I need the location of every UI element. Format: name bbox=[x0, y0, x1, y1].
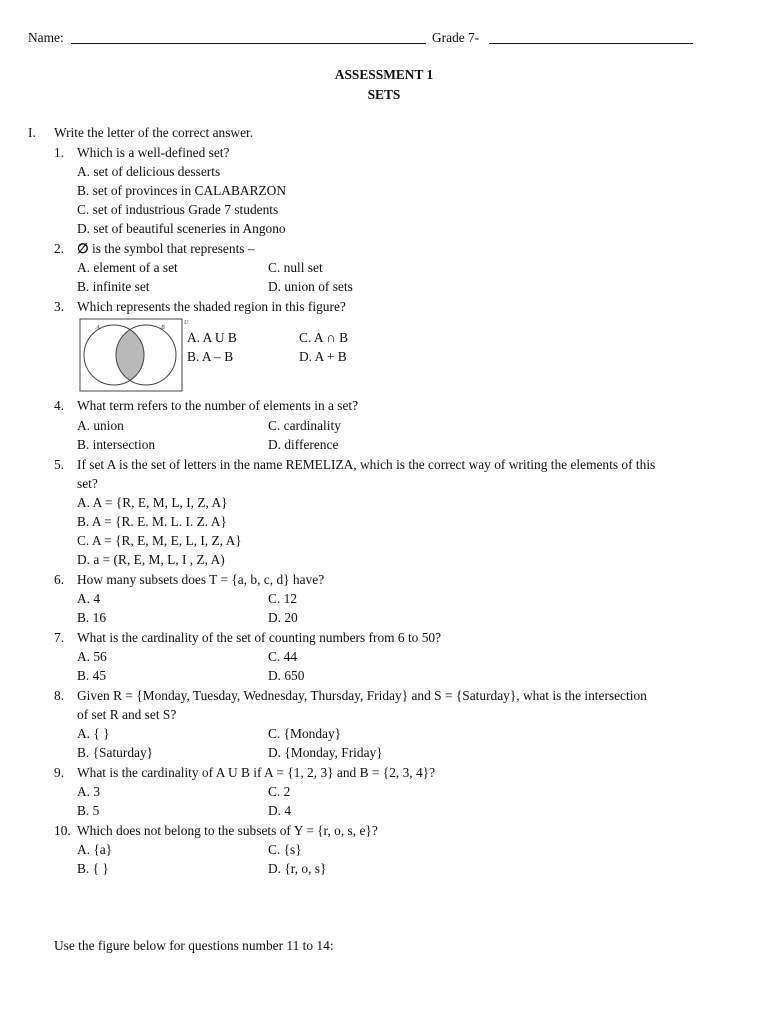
option: D. difference bbox=[268, 437, 339, 452]
option: A. union bbox=[77, 418, 124, 433]
question-text: How many subsets does T = {a, b, c, d} have? bbox=[77, 572, 325, 587]
option: A. { } bbox=[77, 726, 110, 741]
option: C. {s} bbox=[268, 842, 302, 857]
option: B. { } bbox=[77, 861, 109, 876]
question-text-continued: of set R and set S? bbox=[77, 707, 177, 722]
option: B. 16 bbox=[77, 610, 107, 625]
page-title: ASSESSMENT 1 bbox=[334, 67, 434, 82]
option: D. 650 bbox=[268, 668, 305, 683]
universal-label: U bbox=[184, 320, 189, 326]
name-blank[interactable] bbox=[71, 43, 426, 44]
option: B. {Saturday} bbox=[77, 745, 154, 760]
question-number: 5. bbox=[54, 457, 65, 472]
set-a-label: A bbox=[96, 325, 100, 331]
question-text: What is the cardinality of the set of counting numbers from 6 to 50? bbox=[77, 630, 442, 645]
option: C. A ∩ B bbox=[299, 330, 349, 345]
option: D. union of sets bbox=[268, 279, 353, 294]
option: C. null set bbox=[268, 260, 323, 275]
option: D. {Monday, Friday} bbox=[268, 745, 383, 760]
option: A. set of delicious desserts bbox=[77, 164, 221, 179]
option: C. 44 bbox=[268, 649, 298, 664]
option: A. 4 bbox=[77, 591, 101, 606]
question-text: If set A is the set of letters in the name REMELIZA, which is the correct way of writing the elements of this bbox=[77, 457, 656, 472]
option: A. A U B bbox=[187, 330, 237, 345]
option: D. 4 bbox=[268, 803, 292, 818]
option: D. {r, o, s} bbox=[268, 861, 327, 876]
question-text: Given R = {Monday, Tuesday, Wednesday, Thursday, Friday} and S = {Saturday}, what is the intersection bbox=[77, 688, 647, 703]
option: B. A = {R. E. M. L. I. Z. A} bbox=[77, 514, 227, 529]
figure-instruction: Use the figure below for questions number 11 to 14: bbox=[54, 938, 334, 953]
option: C. 12 bbox=[268, 591, 298, 606]
option: A. 56 bbox=[77, 649, 107, 664]
question-number: 9. bbox=[54, 765, 65, 780]
option: C. set of industrious Grade 7 students bbox=[77, 202, 279, 217]
empty-set-symbol: ∅ bbox=[77, 241, 89, 256]
question-number: 7. bbox=[54, 630, 65, 645]
option: B. infinite set bbox=[77, 279, 150, 294]
option: D. A + B bbox=[299, 349, 347, 364]
option: B. A – B bbox=[187, 349, 234, 364]
option: C. cardinality bbox=[268, 418, 341, 433]
question-text-continued: set? bbox=[77, 476, 98, 491]
question-text: What is the cardinality of A U B if A = {1, 2, 3} and B = {2, 3, 4}? bbox=[77, 765, 436, 780]
grade-label: Grade 7- bbox=[432, 30, 480, 45]
question-number: 3. bbox=[54, 299, 65, 314]
grade-blank[interactable] bbox=[489, 43, 693, 44]
option: B. intersection bbox=[77, 437, 156, 452]
question-text: Which does not belong to the subsets of Y = {r, o, s, e}? bbox=[77, 823, 378, 838]
question-text bbox=[77, 241, 255, 257]
question-text-rest: is the symbol that represents – bbox=[88, 241, 255, 256]
page-subtitle: SETS bbox=[367, 87, 401, 102]
option: D. set of beautiful sceneries in Angono bbox=[77, 221, 286, 236]
option: A. 3 bbox=[77, 784, 101, 799]
question-text: Which is a well-defined set? bbox=[77, 145, 230, 160]
option: A. A = {R, E, M, L, I, Z, A} bbox=[77, 495, 228, 510]
option: B. 5 bbox=[77, 803, 100, 818]
option: B. 45 bbox=[77, 668, 107, 683]
option: A. element of a set bbox=[77, 260, 178, 275]
option: D. 20 bbox=[268, 610, 298, 625]
question-number: 1. bbox=[54, 145, 65, 160]
question-text: What term refers to the number of elements in a set? bbox=[77, 398, 359, 413]
question-number: 2. bbox=[54, 241, 65, 256]
venn-diagram bbox=[79, 318, 191, 392]
section-instruction: Write the letter of the correct answer. bbox=[54, 125, 254, 140]
option: B. set of provinces in CALABARZON bbox=[77, 183, 287, 198]
question-number: 10. bbox=[54, 823, 71, 838]
option: C. {Monday} bbox=[268, 726, 342, 741]
question-number: 4. bbox=[54, 398, 65, 413]
question-number: 8. bbox=[54, 688, 65, 703]
option: D. a = (R, E, M, L, I , Z, A) bbox=[77, 552, 225, 567]
option: C. 2 bbox=[268, 784, 291, 799]
option: C. A = {R, E, M, E, L, I, Z, A} bbox=[77, 533, 242, 548]
option: A. {a} bbox=[77, 842, 113, 857]
question-number: 6. bbox=[54, 572, 65, 587]
section-number: I. bbox=[28, 125, 36, 140]
set-b-label: B bbox=[161, 325, 165, 331]
question-text: Which represents the shaded region in this figure? bbox=[77, 299, 346, 314]
name-label: Name: bbox=[28, 30, 64, 45]
